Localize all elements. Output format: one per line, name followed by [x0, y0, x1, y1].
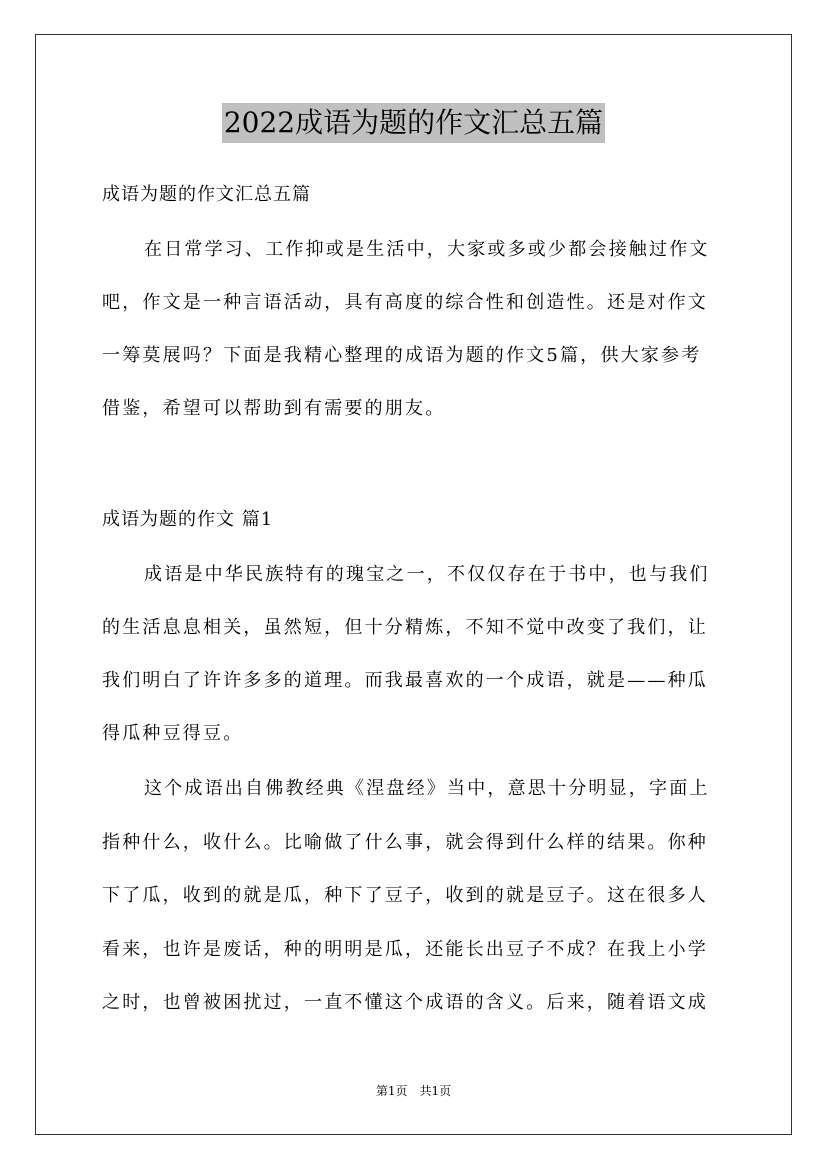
- intro-line-1: 在日常学习、工作抑或是生活中，大家或多或少都会接触过作文: [144, 239, 710, 260]
- para2-line-5: 之时，也曾被困扰过，一直不懂这个成语的含义。后来，随着语文成: [102, 992, 708, 1013]
- para2-line-1: 这个成语出自佛教经典《涅盘经》当中，意思十分明显，字面上: [144, 778, 710, 799]
- document-subtitle: 成语为题的作文汇总五篇: [102, 184, 311, 205]
- page-number-label: 第1页 共1页: [375, 1084, 452, 1098]
- section-heading: 成语为题的作文 篇1: [102, 509, 274, 530]
- para1-line-2: 的生活息息相关，虽然短，但十分精炼，不知不觉中改变了我们，让: [102, 617, 708, 638]
- para2-line-2: 指种什么，收什么。比喻做了什么事，就会得到什么样的结果。你种: [102, 832, 708, 853]
- para2-line-4: 看来，也许是废话，种的明明是瓜，还能长出豆子不成？在我上小学: [102, 939, 708, 960]
- document-title: 2022成语为题的作文汇总五篇: [222, 103, 605, 143]
- intro-line-4: 借鉴，希望可以帮助到有需要的朋友。: [102, 398, 446, 419]
- intro-line-3: 一筹莫展吗？下面是我精心整理的成语为题的作文5篇，供大家参考: [102, 345, 702, 366]
- title-container: [0, 103, 827, 143]
- intro-line-2: 吧，作文是一种言语活动，具有高度的综合性和创造性。还是对作文: [102, 292, 708, 313]
- page-footer: [0, 1083, 827, 1099]
- para1-line-1: 成语是中华民族特有的瑰宝之一，不仅仅存在于书中，也与我们: [144, 564, 710, 585]
- para1-line-3: 我们明白了许许多多的道理。而我最喜欢的一个成语，就是——种瓜: [102, 670, 708, 691]
- para1-line-4: 得瓜种豆得豆。: [102, 723, 244, 744]
- para2-line-3: 下了瓜，收到的就是瓜，种下了豆子，收到的就是豆子。这在很多人: [102, 885, 708, 906]
